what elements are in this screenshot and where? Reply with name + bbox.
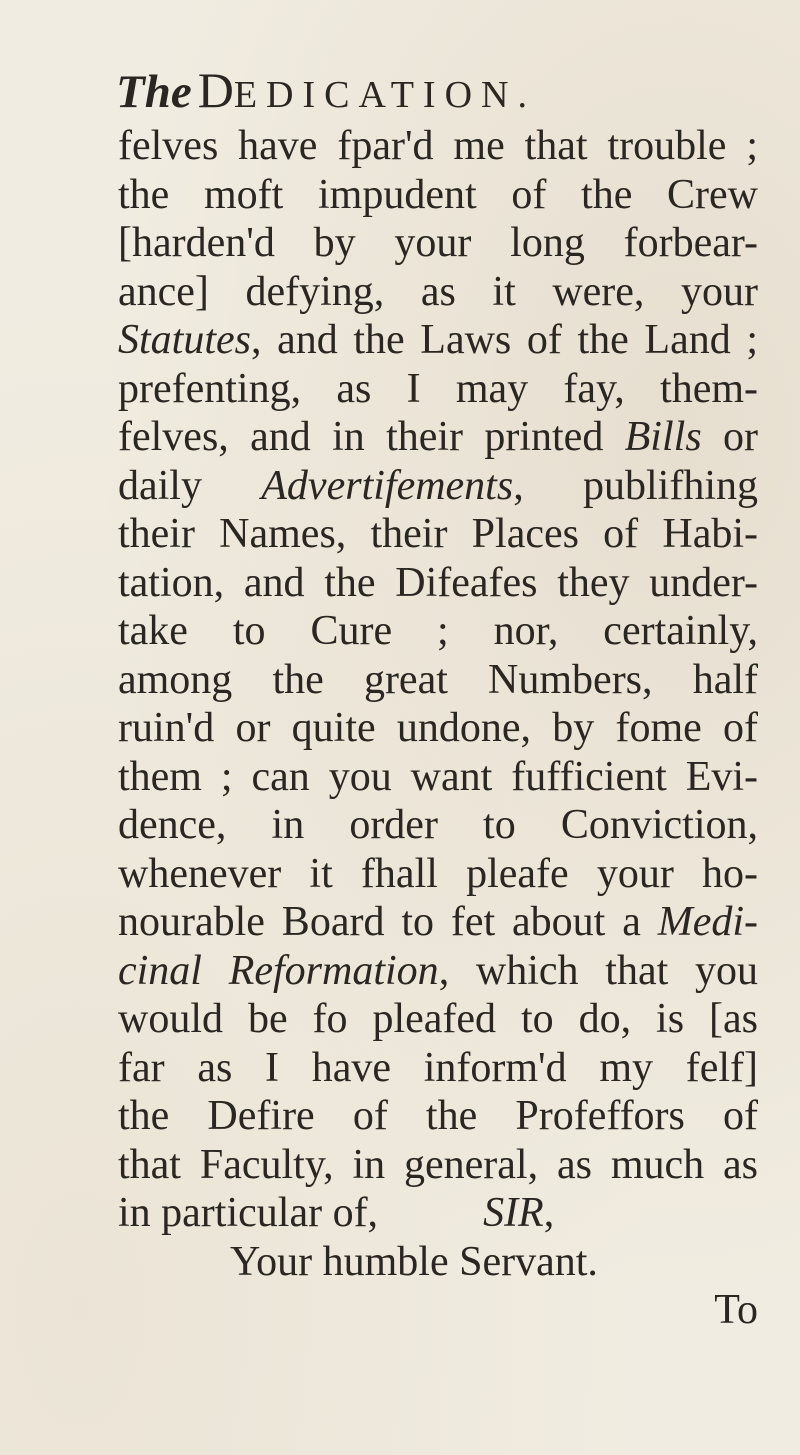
text-line: that Faculty, in general, as much as (118, 1141, 758, 1188)
text-line: the Defire of the Profeffors of (118, 1093, 758, 1139)
text-line: tation, and the Difeafes they under- (118, 559, 758, 606)
dedication-body (118, 122, 758, 1335)
text-line: felves have fpar'd me that trouble ; (118, 123, 758, 169)
text-line: [harden'd by your long forbear- (118, 220, 758, 266)
text-line: whenever it fhall pleafe your ho- (118, 850, 758, 897)
text-line: their Names, their Places of Habi- (118, 511, 758, 557)
text-line: felves, and in their printed Bills or (118, 414, 758, 460)
text-line: them ; can you want fufficient Evi- (118, 753, 758, 800)
signature-line: Your humble Servant. (230, 1238, 598, 1285)
text-line: nourable Board to fet about a Medi- (118, 899, 758, 945)
text-line: would be fo pleafed to do, is [as (118, 996, 758, 1042)
text-line: far as I have inform'd my felf] (118, 1044, 758, 1091)
text-line: daily Advertifements, publifhing (118, 462, 758, 509)
text-line: in particular of, SIR, (118, 1190, 555, 1236)
running-head-the: The (116, 66, 192, 118)
running-head-initial: D (197, 62, 234, 118)
text-line: take to Cure ; nor, certainly, (118, 608, 758, 654)
running-head-title: EDICATION. (233, 74, 536, 116)
text-line: Statutes, and the Laws of the Land ; (118, 317, 758, 363)
running-head (116, 62, 536, 123)
text-line: prefenting, as I may fay, them- (118, 365, 758, 412)
text-line: dence, in order to Conviction, (118, 802, 758, 848)
text-line: ance] defying, as it were, your (118, 268, 758, 315)
text-line: among the great Numbers, half (118, 656, 758, 703)
catchword: To (714, 1287, 758, 1333)
text-line: the moft impudent of the Crew (118, 171, 758, 218)
text-line: ruin'd or quite undone, by fome of (118, 705, 758, 751)
text-line: cinal Reformation, which that you (118, 947, 758, 994)
